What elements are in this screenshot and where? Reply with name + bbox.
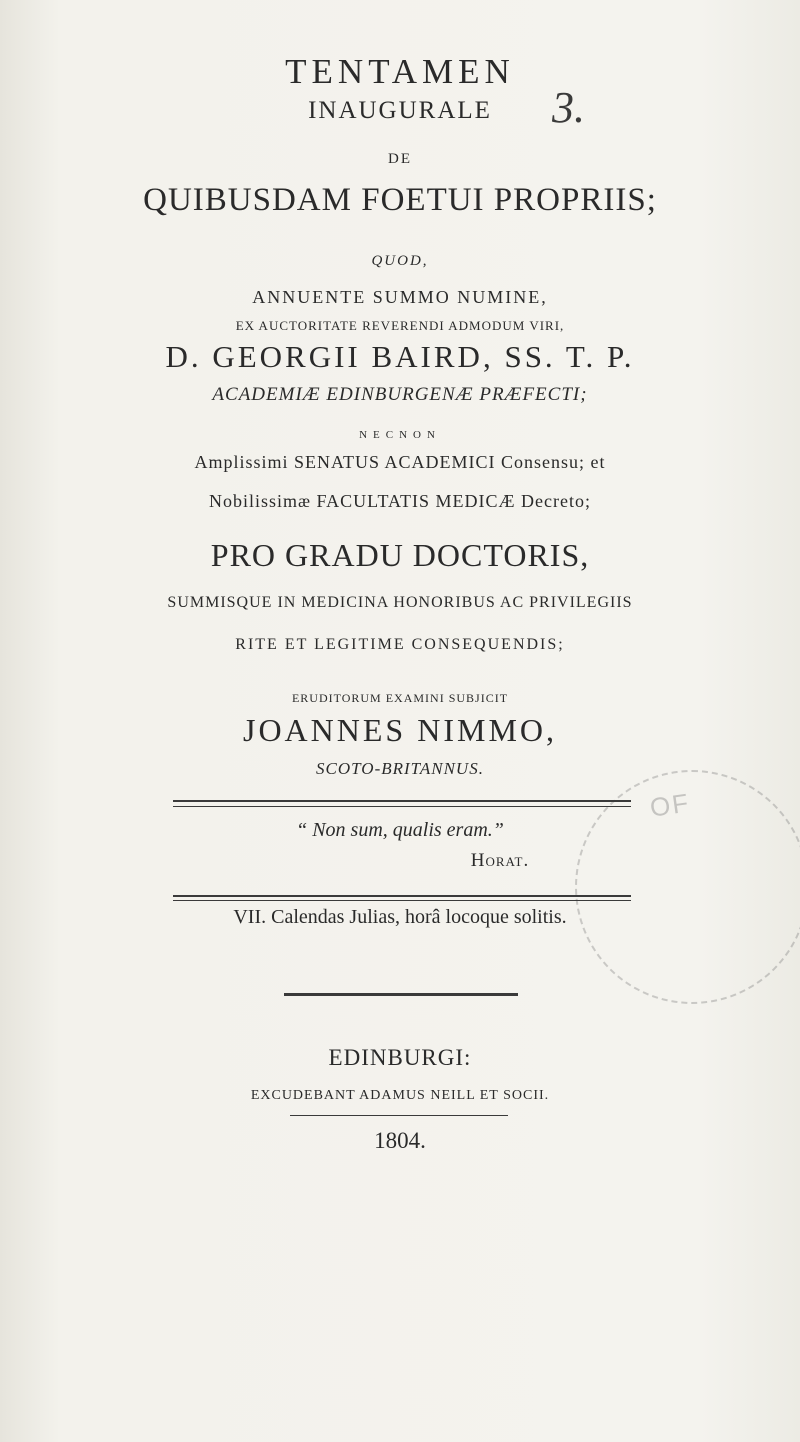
handwritten-number: 3. bbox=[552, 83, 585, 132]
facultas-line: Nobilissimæ FACULTATIS MEDICÆ Decreto; bbox=[208, 491, 592, 511]
rector-title: ACADEMIÆ EDINBURGENÆ PRÆFECTI; bbox=[212, 384, 588, 405]
rite-line: RITE ET LEGITIME CONSEQUENDIS; bbox=[235, 636, 565, 653]
top-double-rule bbox=[173, 800, 631, 802]
imprint-printer: EXCUDEBANT ADAMUS NEILL ET SOCII. bbox=[250, 1088, 550, 1103]
date-line: VII. Calendas Julias, horâ locoque solitis. bbox=[233, 906, 567, 928]
quod-label: QUOD, bbox=[371, 253, 429, 269]
pro-gradu-heading: PRO GRADU DOCTORIS, bbox=[210, 537, 590, 573]
middle-double-rule-thin bbox=[173, 900, 631, 901]
eruditorum-line: ERUDITORUM EXAMINI SUBJICIT bbox=[291, 691, 509, 705]
necnon-label: NECNON bbox=[359, 429, 441, 441]
ornamental-rule bbox=[284, 993, 518, 996]
candidate-origin: SCOTO-BRITANNUS. bbox=[316, 759, 484, 778]
de-label: DE bbox=[388, 151, 412, 167]
annuente-line: ANNUENTE SUMMO NUMINE, bbox=[252, 287, 548, 307]
tentamen-heading: TENTAMEN bbox=[285, 52, 515, 91]
imprint-city: EDINBURGI: bbox=[328, 1045, 472, 1070]
top-double-rule-thin bbox=[173, 806, 631, 807]
epigraph-quote: “ Non sum, qualis eram.” bbox=[296, 819, 504, 841]
candidate-name: JOANNES NIMMO, bbox=[242, 712, 557, 748]
rector-name: D. GEORGII BAIRD, SS. T. P. bbox=[165, 339, 635, 374]
ex-auctoritate-line: EX AUCTORITATE REVERENDI ADMODUM VIRI, bbox=[235, 318, 565, 333]
thesis-subject: QUIBUSDAM FOETUI PROPRIIS; bbox=[143, 182, 657, 218]
summisque-line: SUMMISQUE IN MEDICINA HONORIBUS AC PRIVILEGIIS bbox=[167, 594, 633, 611]
senatus-line: Amplissimi SENATUS ACADEMICI Consensu; et bbox=[194, 452, 606, 472]
library-stamp-text: OF bbox=[648, 787, 692, 823]
middle-double-rule bbox=[173, 895, 631, 897]
imprint-year: 1804. bbox=[374, 1128, 426, 1153]
inaugurale-heading: INAUGURALE bbox=[308, 97, 492, 124]
epigraph-author: Horat. bbox=[470, 850, 530, 871]
imprint-rule bbox=[290, 1115, 508, 1116]
